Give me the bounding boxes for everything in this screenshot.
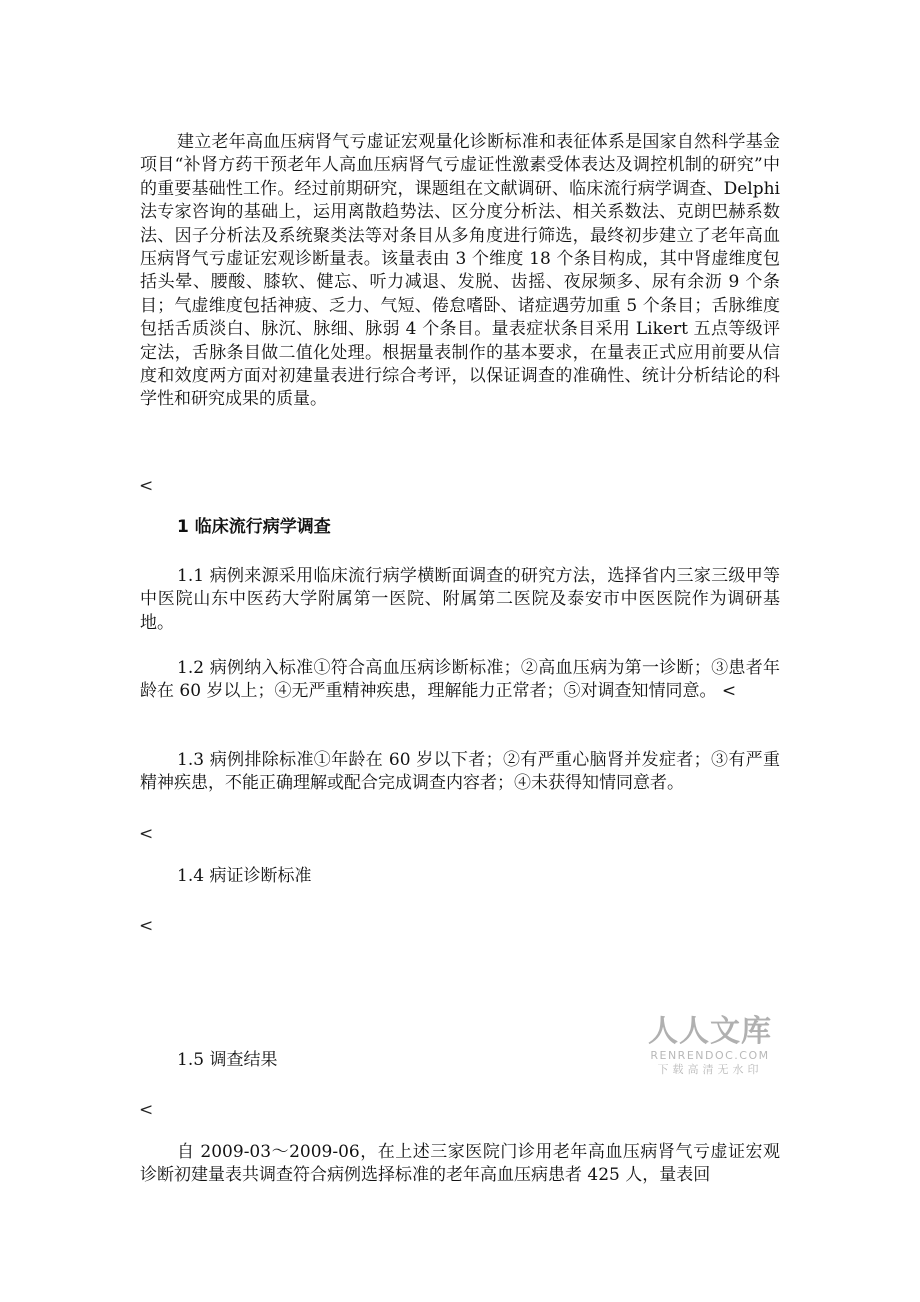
section-mark: < — [139, 916, 154, 936]
watermark-logo — [640, 1015, 780, 1077]
section-mark: < — [139, 824, 154, 844]
paragraph-1-4-heading: 1.4 病证诊断标准 — [177, 866, 312, 886]
result-paragraph: 自 2009-03～2009-06，在上述三家医院门诊用老年高血压病肾气亏虚证宏观诊断初建量表共调查符合病例选择标准的老年高血压病患者 425 人，量表回 — [140, 1142, 780, 1186]
paragraph-1-2: 1.2 病例纳入标准①符合高血压病诊断标准；②高血压病为第一诊断；③患者年龄在 60 岁以上；④无严重精神疾患，理解能力正常者；⑤对调查知情同意。 < — [140, 658, 780, 702]
intro-paragraph: 建立老年高血压病肾气亏虚证宏观量化诊断标准和表征体系是国家自然科学基金项目“补肾方药干预老年人高血压病肾气亏虚证性激素受体表达及调控机制的研究”中的重要基础性工作。经过前期研究，课题组在文献调研、临床流行病学调查、Delphi 法专家咨询的基础上，运用离散趋势法、区分度分析法、相关系数法、克朗巴赫系数法、因子分析法及系统聚类法等对条目从多角度进行筛选，最终初步建立了老年高血压病肾气亏虚证宏观诊断量表。该量表由 3 个维度 18 个条目构成，其中肾虚维度包括头晕、腰酸、膝软、健忘、听力减退、发脱、齿摇、夜尿频多、尿有余沥 9 个条目；气虚维度包括神疲、乏力、气短、倦怠嗜卧、诸症遇劳加重 5 个条目；舌脉维度包括舌质淡白、脉沉、脉细、脉弱 4 个条目。量表症状条目采用 Likert 五点等级评定法，舌脉条目做二值化处理。根据量表制作的基本要求，在量表正式应用前要从信度和效度两方面对初建量表进行综合考评，以保证调查的准确性、统计分析结论的科学性和研究成果的质量。 — [140, 132, 780, 410]
paragraph-1-1: 1.1 病例来源采用临床流行病学横断面调查的研究方法，选择省内三家三级甲等中医院山东中医药大学附属第一医院、附属第二医院及泰安市中医医院作为调研基地。 — [140, 566, 780, 633]
watermark-subtitle: 下载高清无水印 — [657, 1063, 763, 1076]
paragraph-1-3: 1.3 病例排除标准①年龄在 60 岁以下者；②有严重心脑肾并发症者；③有严重精神疾患，不能正确理解或配合完成调查内容者；④未获得知情同意者。 — [140, 750, 780, 794]
watermark-domain: RENRENDOC.COM — [650, 1049, 770, 1062]
section-mark: < — [139, 1100, 154, 1120]
paragraph-1-5-heading: 1.5 调查结果 — [177, 1050, 278, 1070]
section-1-heading: 1 临床流行病学调查 — [177, 517, 331, 537]
watermark-title: 人人文库 — [648, 1014, 772, 1049]
section-mark: < — [139, 476, 154, 496]
